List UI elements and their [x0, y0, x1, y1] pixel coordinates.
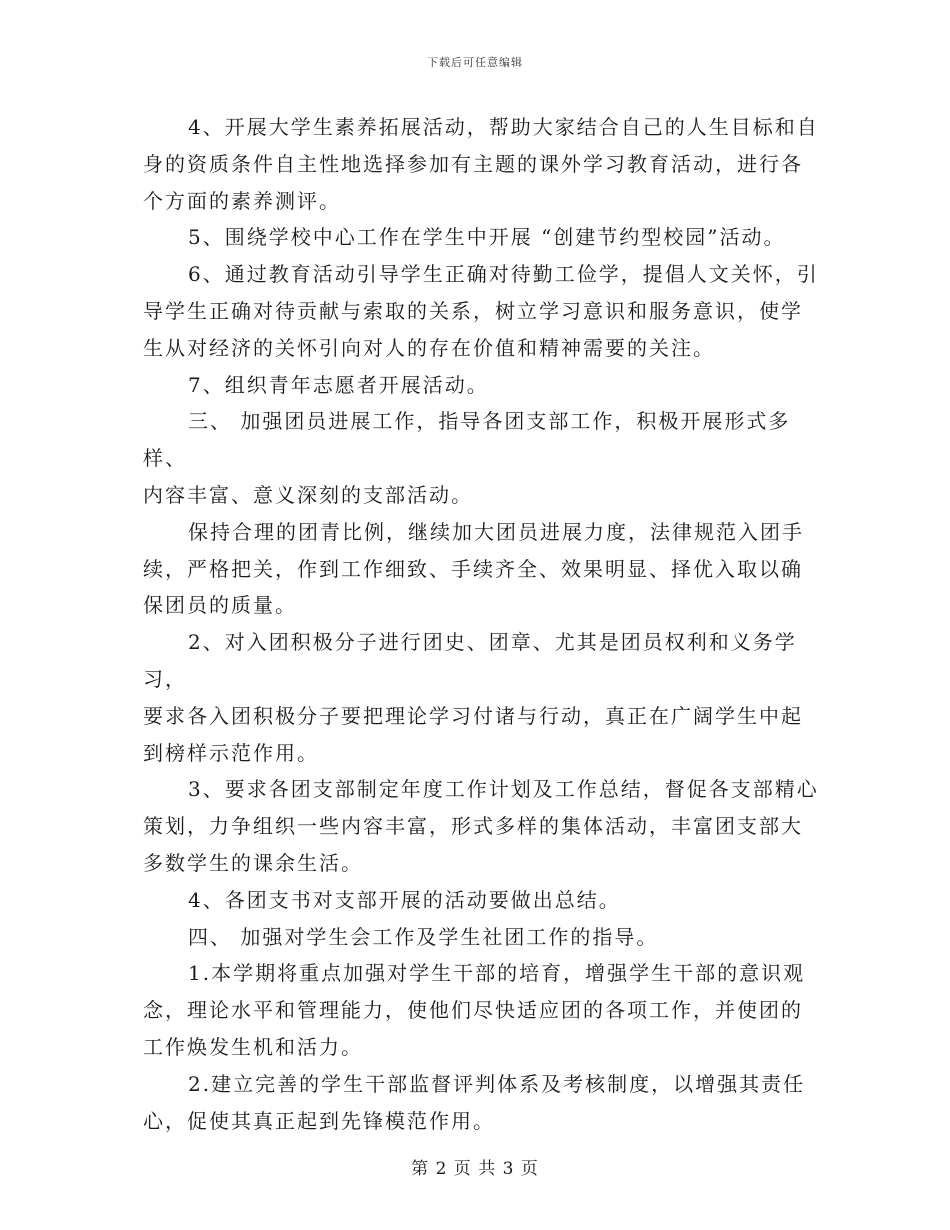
section-3-item-2: 2、对入团积极分子进行团史、团章、尤其是团员权利和义务学习， 要求各入团积极分子要把理论学习付诸与行动，真正在广阔学生中起 到榜样示范作用。	[143, 630, 803, 765]
section-4-item-2: 2.建立完善的学生干部监督评判体系及考核制度，以增强其责任 心，促使其真正起到先锋模范作用。	[143, 1071, 806, 1133]
section-3-ratio-paragraph: 保持合理的团青比例，继续加大团员进展力度，法律规范入团手 续，严格把关，作到工作细致、手续齐全、效果明显、择优入取以确 保团员的质量。	[143, 519, 804, 618]
section-4-heading: 四、 加强对学生会工作及学生社团工作的指导。	[188, 924, 659, 949]
section-3-heading: 三、 加强团员进展工作，指导各团支部工作，积极开展形式多样、 内容丰富、意义深刻的支部活动。	[143, 409, 791, 507]
section-3-item-3: 3、要求各团支部制定年度工作计划及工作总结，督促各支部精心 策划，力争组织一些内容丰富，形式多样的集体活动，丰富团支部大 多数学生的课余生活。	[143, 777, 819, 875]
paragraph-4-quality-activity: 4、开展大学生素养拓展活动，帮助大家结合自己的人生目标和自 身的资质条件自主性地选择参加有主题的课外学习教育活动，进行各 个方面的素养测评。	[143, 115, 819, 213]
document-body	[143, 109, 823, 1139]
page-header-note: 下载后可任意编辑	[427, 56, 523, 69]
section-3-item-4: 4、各团支书对支部开展的活动要做出总结。	[188, 887, 621, 912]
paragraph-6-education: 6、通过教育活动引导学生正确对待勤工俭学，提倡人文关怀，引 导学生正确对待贡献与索取的关系，树立学习意识和服务意识，使学 生从对经济的关怀引向对人的存在价值和精神需要的关注。	[143, 262, 819, 360]
paragraph-5-campus-activity: 5、围绕学校中心工作在学生中开展 “创建节约型校园”活动。	[188, 225, 786, 250]
section-4-item-1: 1.本学期将重点加强对学生干部的培育，增强学生干部的意识观 念，理论水平和管理能力，使他们尽快适应团的各项工作，并使团的 工作焕发生机和活力。	[143, 961, 806, 1059]
page-number-footer: 第 2 页 共 3 页	[411, 1159, 539, 1179]
paragraph-7-volunteer: 7、组织青年志愿者开展活动。	[188, 372, 489, 397]
